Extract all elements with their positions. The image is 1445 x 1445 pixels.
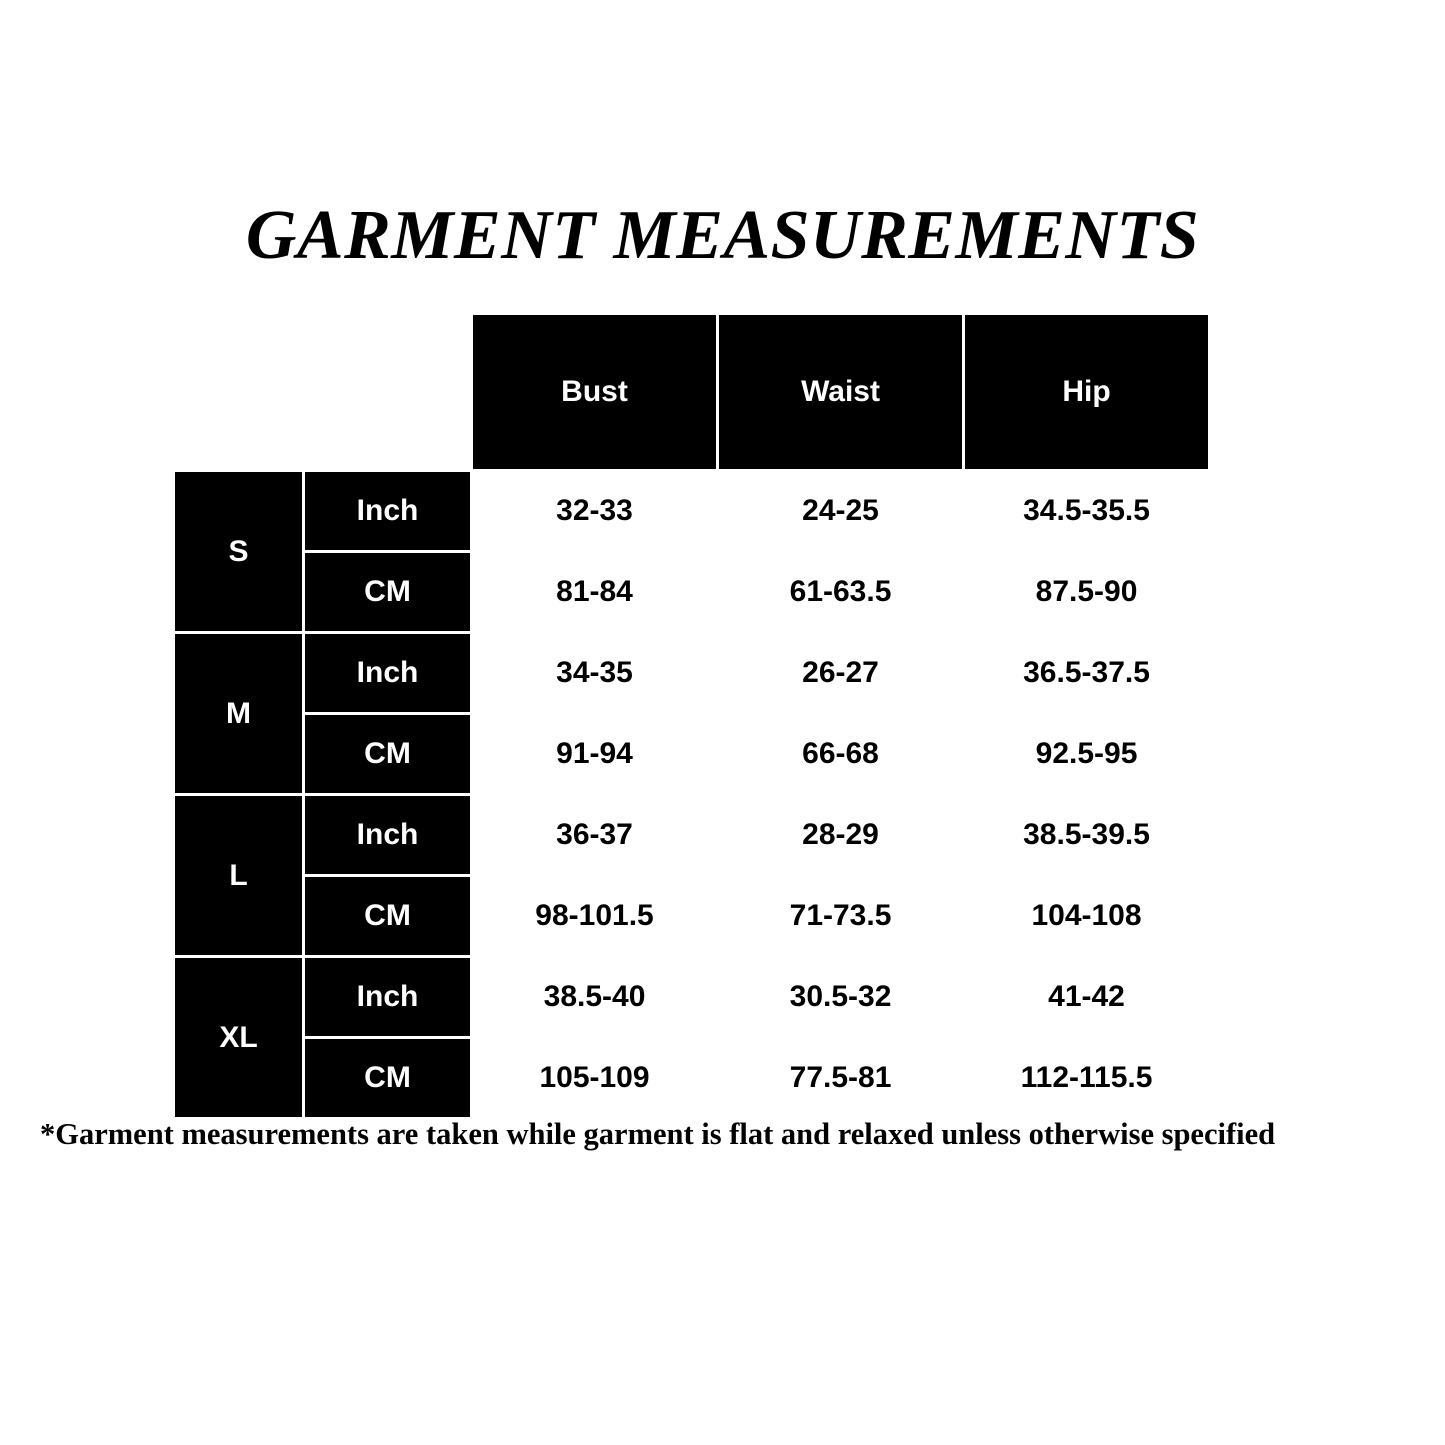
value-bust: 91-94: [472, 714, 718, 795]
table-row: [174, 714, 1210, 795]
value-bust: 36-37: [472, 795, 718, 876]
value-bust: 81-84: [472, 552, 718, 633]
unit-cell-cm: CM: [304, 1038, 472, 1119]
size-label-m: M: [174, 633, 304, 795]
column-header-waist: Waist: [718, 314, 964, 471]
value-hip: 41-42: [964, 957, 1210, 1038]
size-label-l: L: [174, 795, 304, 957]
garment-measurements-table: [172, 312, 1211, 1120]
table-row: [174, 957, 1210, 1038]
unit-label: Unit:: [244, 374, 315, 409]
value-bust: 32-33: [472, 471, 718, 552]
page-title: GARMENT MEASUREMENTS: [245, 197, 1200, 274]
table-header-row: [174, 314, 1210, 471]
table-row: [174, 876, 1210, 957]
size-table-container: [172, 312, 1208, 1120]
value-waist: 66-68: [718, 714, 964, 795]
table-row: [174, 633, 1210, 714]
value-bust: 34-35: [472, 633, 718, 714]
size-label-xl: XL: [174, 957, 304, 1119]
table-row: [174, 795, 1210, 876]
footnote-text: *Garment measurements are taken while garment is flat and relaxed unless otherwise specified: [40, 1117, 1276, 1151]
unit-numerator: Inch: [329, 354, 401, 392]
table-row: [174, 552, 1210, 633]
unit-cell-cm: CM: [304, 714, 472, 795]
table-row: [174, 471, 1210, 552]
value-waist: 71-73.5: [718, 876, 964, 957]
unit-cell-cm: CM: [304, 552, 472, 633]
value-waist: 77.5-81: [718, 1038, 964, 1119]
value-hip: 104-108: [964, 876, 1210, 957]
value-bust: 105-109: [472, 1038, 718, 1119]
value-hip: 38.5-39.5: [964, 795, 1210, 876]
value-bust: 38.5-40: [472, 957, 718, 1038]
column-header-bust: Bust: [472, 314, 718, 471]
unit-denominator: CM: [340, 395, 389, 431]
table-row: [174, 1038, 1210, 1119]
unit-header-cell: [174, 314, 472, 471]
unit-cell-inch: Inch: [304, 957, 472, 1038]
value-hip: 112-115.5: [964, 1038, 1210, 1119]
value-waist: 61-63.5: [718, 552, 964, 633]
unit-cell-inch: Inch: [304, 795, 472, 876]
unit-cell-cm: CM: [304, 876, 472, 957]
value-waist: 30.5-32: [718, 957, 964, 1038]
value-waist: 24-25: [718, 471, 964, 552]
unit-fraction: [329, 354, 401, 430]
value-waist: 28-29: [718, 795, 964, 876]
column-header-hip: Hip: [964, 314, 1210, 471]
unit-cell-inch: Inch: [304, 633, 472, 714]
value-hip: 34.5-35.5: [964, 471, 1210, 552]
value-hip: 36.5-37.5: [964, 633, 1210, 714]
unit-cell-inch: Inch: [304, 471, 472, 552]
value-waist: 26-27: [718, 633, 964, 714]
size-label-s: S: [174, 471, 304, 633]
value-hip: 87.5-90: [964, 552, 1210, 633]
value-hip: 92.5-95: [964, 714, 1210, 795]
value-bust: 98-101.5: [472, 876, 718, 957]
